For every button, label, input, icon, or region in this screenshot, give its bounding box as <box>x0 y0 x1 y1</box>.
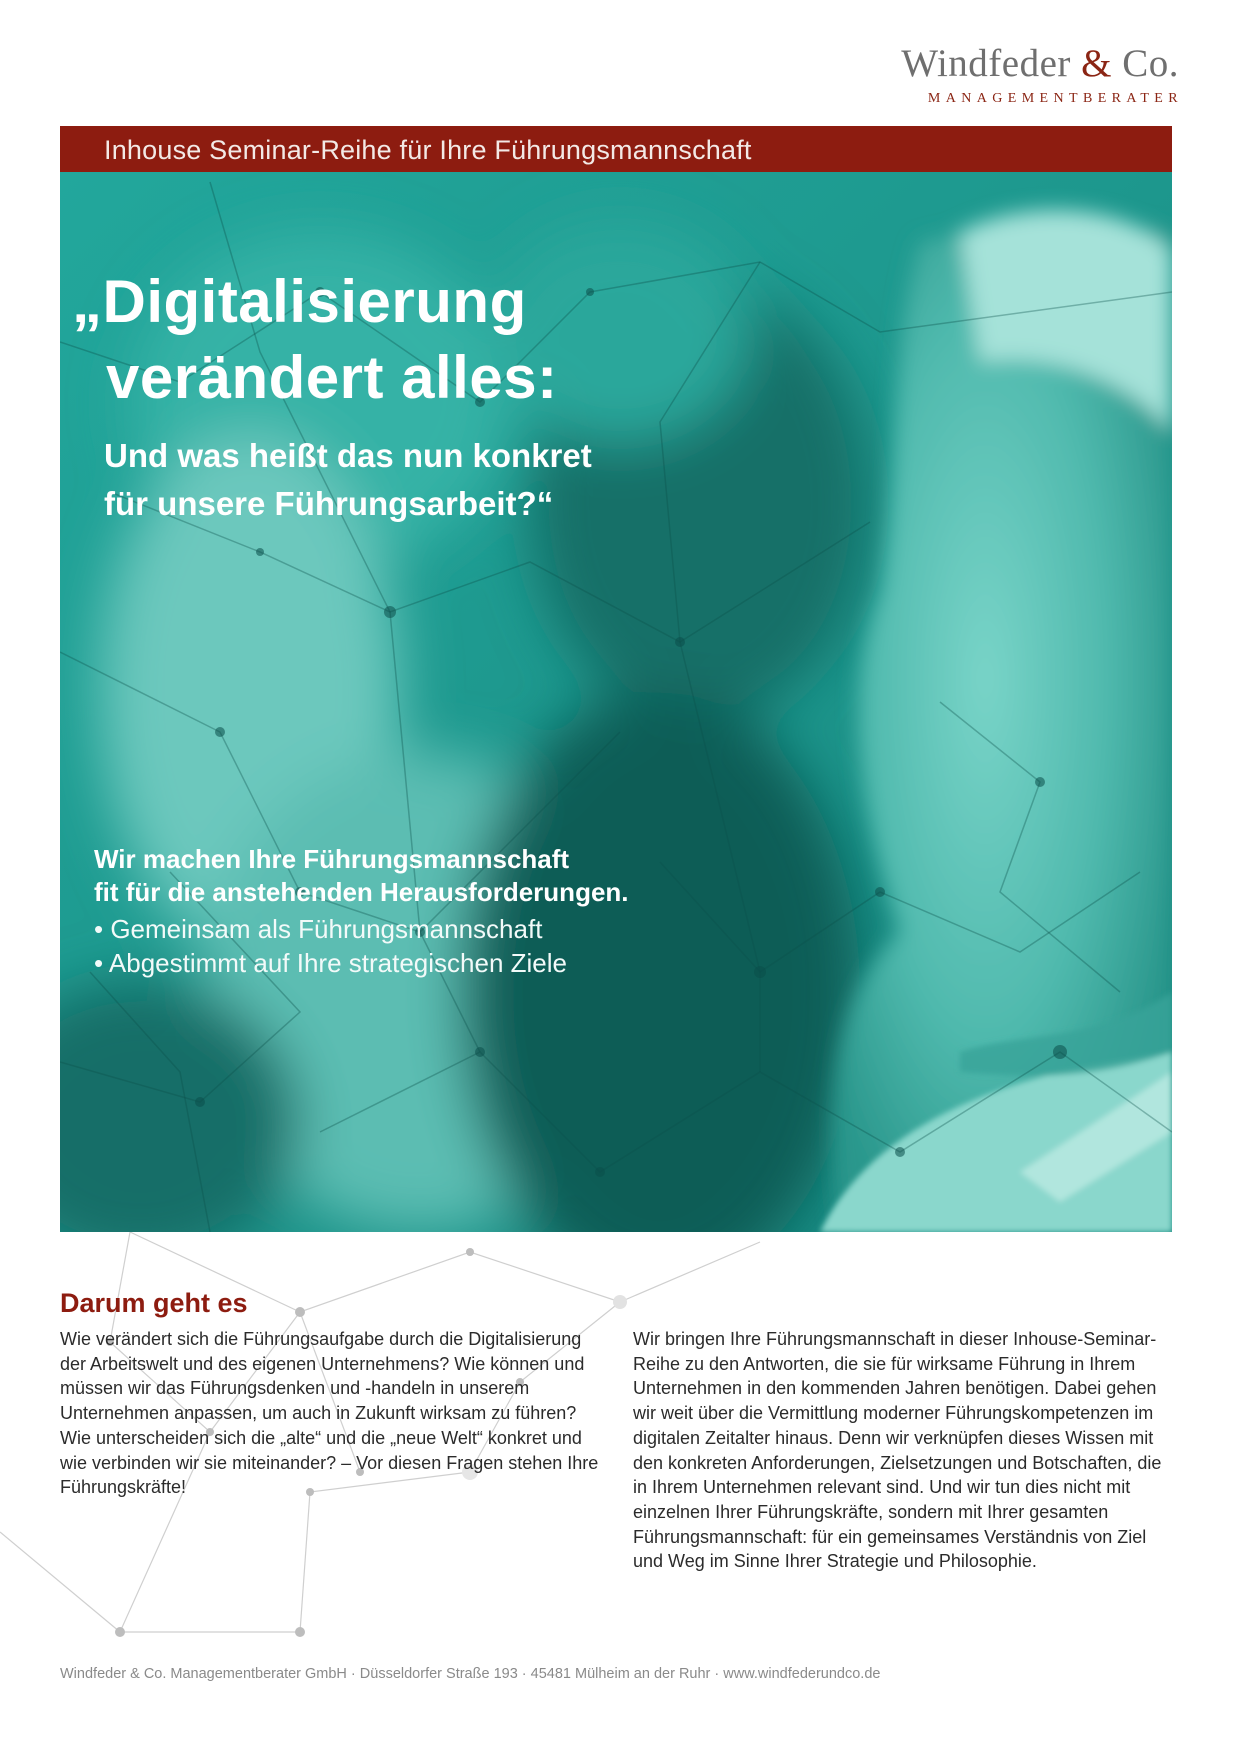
banner-title: Inhouse Seminar-Reihe für Ihre Führungsmannschaft <box>104 135 752 165</box>
pitch-line-2: fit für die anstehenden Herausforderungen. <box>94 877 629 907</box>
hero-image-panel <box>60 172 1172 1232</box>
subheadline-line-1: Und was heißt das nun konkret <box>104 437 592 474</box>
pitch-line-1: Wir machen Ihre Führungsmannschaft <box>94 844 570 874</box>
subheadline <box>104 432 592 528</box>
logo-tagline: MANAGEMENTBERATER <box>927 91 1183 106</box>
benefit-item: • Gemeinsam als Führungsmannschaft <box>94 914 543 944</box>
logo-wordmark: Windfeder & Co. <box>901 42 1179 85</box>
subheadline-line-2: für unsere Führungsarbeit?“ <box>104 485 554 522</box>
benefit-item: • Abgestimmt auf Ihre strategischen Ziele <box>94 948 567 978</box>
intro-paragraph-left: Wie verändert sich die Führungsaufgabe durch die Digitalisierung der Arbeitswelt und des eigenen Unternehmens? Wie können und müssen wir das Führungsdenken und -handeln in unserem Unternehmen anpassen, um auch in Zukunft wirksam zu führen? Wie unterscheiden sich die „alte“ und die „neue Welt“ konkret und wie verbinden wir sie miteinander? – Vor diesen Fragen stehen Ihre Führungskräfte! <box>60 1329 599 1498</box>
intro-paragraph-right: Wir bringen Ihre Führungsmannschaft in dieser Inhouse-Seminar-Reihe zu den Antworten, die sie für wirksame Führung in Ihrem Unternehmen in den kommenden Jahren benötigen. Dabei gehen wir weit über die Vermittlung moderner Führungskompetenzen im digitalen Zeitalter hinaus. Denn wir verknüpfen dieses Wissen mit den konkreten Anforderungen, Zielsetzungen und Botschaften, die in Ihrem Unternehmen relevant sind. Und wir tun dies nicht mit einzelnen Ihrer Führungskräfte, sondern mit Ihrer gesamten Führungsmannschaft: für ein gemeinsames Verständnis von Ziel und Weg im Sinne Ihrer Strategie und Philosophie. <box>633 1329 1162 1572</box>
benefit-list <box>94 912 567 980</box>
title-banner <box>60 126 1172 172</box>
company-logo <box>901 42 1183 107</box>
hero-text-overlay <box>60 172 1172 1232</box>
footer-address: Windfeder & Co. Managementberater GmbH · Düsseldorfer Straße 193 · 45481 Mülheim an der Ruhr · www.windfederundco.de <box>60 1666 881 1682</box>
pitch-text <box>94 843 629 909</box>
headline-line-1: „Digitalisierung <box>72 268 527 335</box>
section-heading: Darum geht es <box>60 1288 248 1318</box>
headline-line-2: verändert alles: <box>106 344 558 411</box>
